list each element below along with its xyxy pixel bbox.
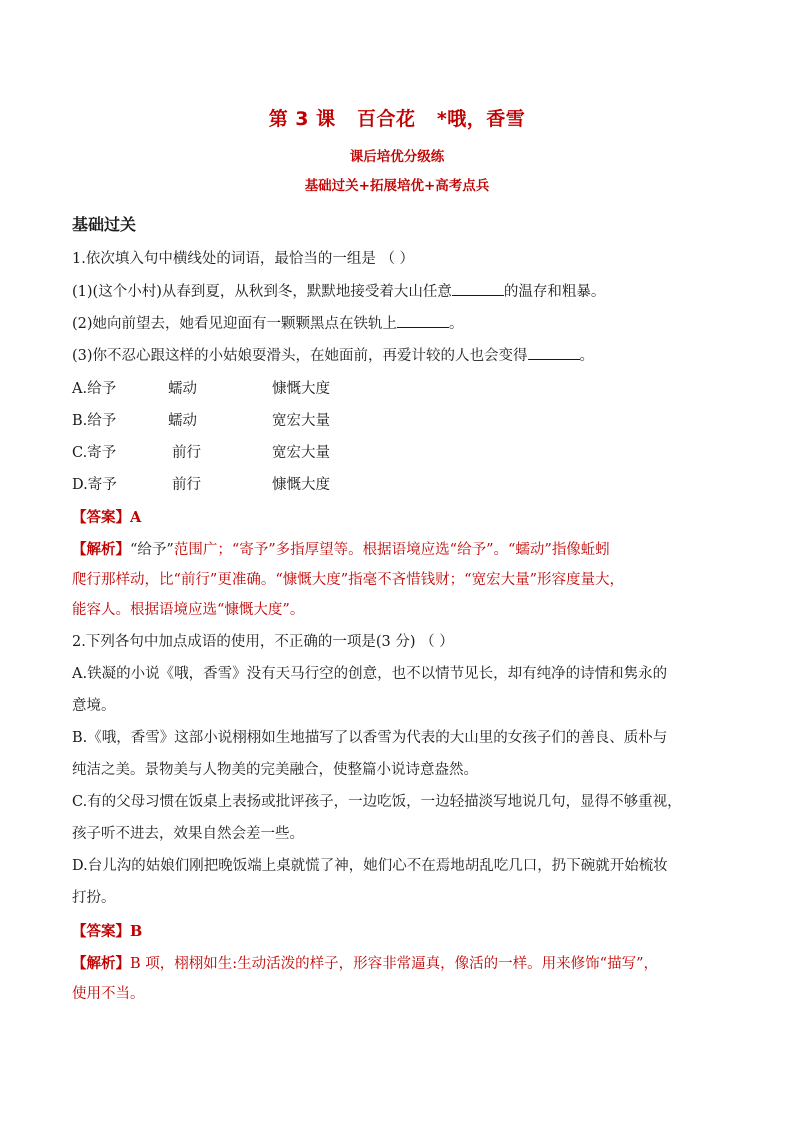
q2-option-a: A.铁凝的小说《哦，香雪》没有天马行空的创意，也不以情节见长，却有纯净的诗情和隽永的 — [72, 666, 668, 682]
page-subtitle-levels: 基础过关+拓展培优+高考点兵 — [304, 178, 490, 194]
q1-stem: 1.依次填入句中横线处的词语，最恰当的一组是 （ ） — [72, 251, 415, 267]
q1-option-d: D.寄予 前行 慷慨大度 — [72, 477, 330, 493]
page-subtitle: 课后培优分级练 — [349, 149, 445, 165]
blank-line — [397, 313, 449, 328]
q1-sentence-1: (1)(这个小村)从春到夏，从秋到冬，默默地接受着大山任意 的温存和粗暴。 — [72, 281, 732, 302]
q2-option-b: B.《哦，香雪》这部小说栩栩如生地描写了以香雪为代表的大山里的女孩子们的善良、质朴与 — [72, 730, 668, 746]
blank-line — [452, 281, 504, 296]
q2-option-a-cont: 意境。 — [72, 698, 116, 714]
q1-sentence-2: (2)她向前望去，她看见迎面有一颗颗黑点在铁轨上 。 — [72, 313, 732, 334]
title-text-1: 百合花 — [357, 108, 416, 130]
q1-answer: 【答案】A — [72, 509, 142, 526]
q1-explanation: 【解析】“给予”范围广；“寄予”多指厚望等。根据语境应选“给予”。“蠕动”指像蚯蚓 爬行那样动，比“前行”更准确。“慷慨大度”指毫不吝惜钱财；“宽宏大量”形容度量大， 能容人。根据语境应选“慷慨大度”。 — [72, 541, 624, 618]
q1-sentence-3: (3)你不忍心跟这样的小姑娘耍滑头，在她面前，再爱计较的人也会变得 。 — [72, 345, 732, 366]
q2-option-d-cont: 打扮。 — [72, 890, 116, 906]
title-text-2: *哦，香雪 — [436, 108, 526, 130]
q2-option-d: D.台儿沟的姑娘们刚把晚饭端上桌就慌了神，她们心不在焉地胡乱吃几口，扔下碗就开始梳妆 — [72, 858, 668, 874]
q1-option-b: B.给予 蠕动 宽宏大量 — [72, 413, 330, 429]
q2-option-c: C.有的父母习惯在饭桌上表扬或批评孩子，一边吃饭，一边轻描淡写地说几句，显得不够重视， — [72, 794, 682, 810]
q2-option-c-cont: 孩子听不进去，效果自然会差一些。 — [72, 826, 304, 842]
page-title — [0, 104, 794, 131]
q1-option-c: C.寄予 前行 宽宏大量 — [72, 445, 330, 461]
q2-option-b-cont: 纯洁之美。景物美与人物美的完美融合，使整篇小说诗意盎然。 — [72, 762, 478, 778]
q1-option-a: A.给予 蠕动 慷慨大度 — [72, 381, 330, 397]
q2-explanation: 【解析】B 项，栩栩如生:生动活泼的样子，形容非常逼真，像活的一样。用来修饰“描写”， 使用不当。 — [72, 955, 658, 1002]
q2-answer: 【答案】B — [72, 923, 143, 940]
section-heading: 基础过关 — [72, 215, 137, 234]
q2-stem: 2.下列各句中加点成语的使用，不正确的一项是(3 分) （ ） — [72, 634, 454, 650]
title-lesson: 第 3 课 — [268, 108, 336, 130]
blank-line — [528, 345, 580, 360]
